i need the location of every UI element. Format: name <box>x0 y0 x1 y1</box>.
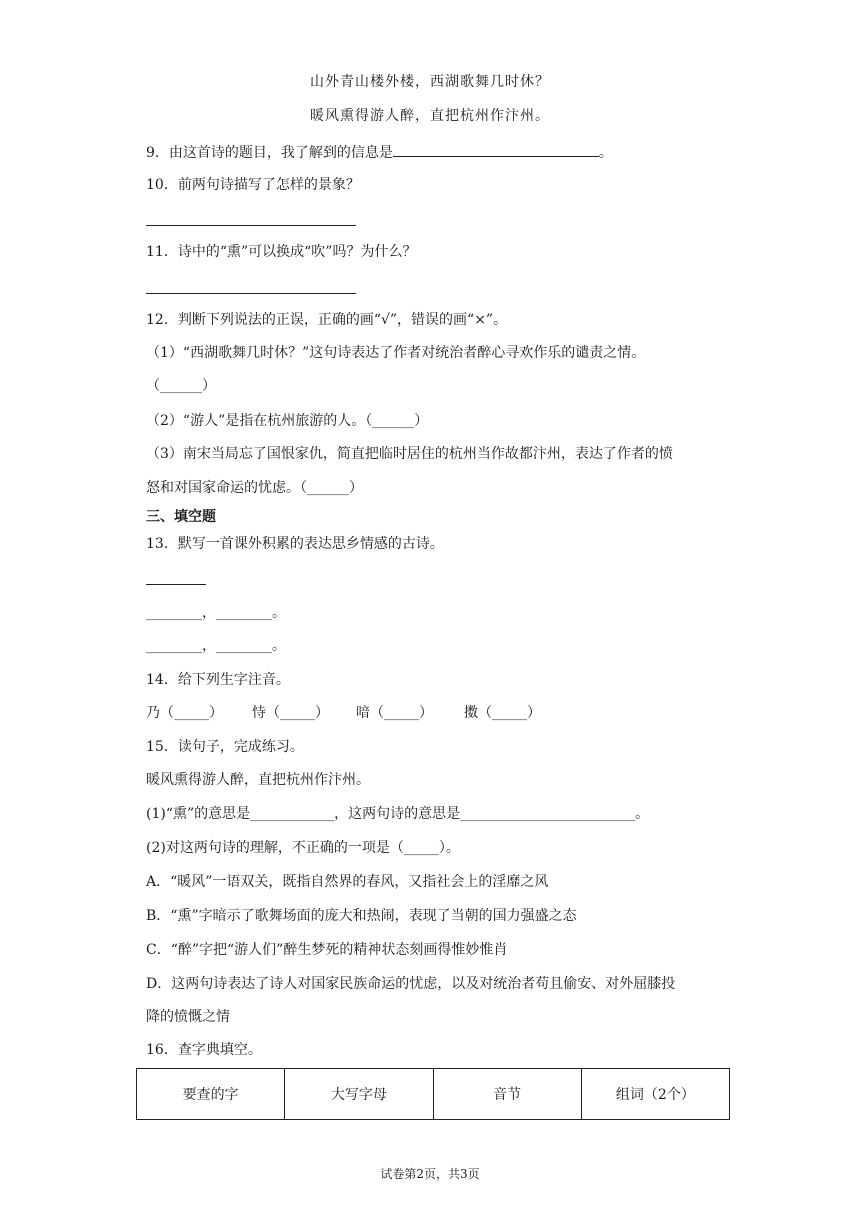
dictionary-table <box>136 1068 730 1120</box>
table-header: 要查的字 <box>137 1069 285 1120</box>
page-footer: 试卷第2页，共3页 <box>380 1167 480 1181</box>
question-9-text: 9．由这首诗的题目，我了解到的信息是 <box>146 145 393 161</box>
option-a[interactable]: A．“暖风”一语双关，既指自然界的春风，又指社会上的淫靡之风 <box>146 874 549 890</box>
answer-line-11[interactable] <box>146 293 356 294</box>
quoted-sentence: 暖风熏得游人醉，直把杭州作汴州。 <box>146 772 370 788</box>
question-9 <box>146 142 613 163</box>
option-d-cont: 降的愤慨之情 <box>146 1009 230 1025</box>
verse-blank-row-2[interactable]: ________，________。 <box>146 638 286 654</box>
question-11: 11．诗中的“熏”可以换成“吹”吗？为什么？ <box>146 244 417 260</box>
question-12-item-3-cont: 怒和对国家命运的忧虑。（______） <box>146 480 363 496</box>
question-12: 12．判断下列说法的正误，正确的画“√”，错误的画“×”。 <box>146 312 508 328</box>
poem-line-1: 山外青山楼外楼，西湖歌舞几时休？ <box>310 74 550 90</box>
pinyin-item[interactable]: 乃（_____） <box>146 705 223 721</box>
title-blank[interactable] <box>146 584 206 585</box>
question-12-item-2: （2）“游人”是指在杭州旅游的人。（______） <box>146 413 429 429</box>
question-12-item-1-blank[interactable]: （______） <box>146 378 216 394</box>
table-header: 音节 <box>433 1069 581 1120</box>
verse-blank-row-1[interactable]: ________，________。 <box>146 605 286 621</box>
question-12-item-3: （3）南宋当局忘了国恨家仇，简直把临时居住的杭州当作故都汴州，表达了作者的愤 <box>146 446 673 462</box>
question-10: 10．前两句诗描写了怎样的景象？ <box>146 177 360 193</box>
poem-line-2: 暖风熏得游人醉，直把杭州作汴州。 <box>310 108 550 124</box>
question-12-item-1: （1）“西湖歌舞几时休？”这句诗表达了作者对统治者醉心寻欢作乐的谴责之情。 <box>146 345 646 361</box>
question-16: 16．查字典填空。 <box>146 1042 262 1058</box>
section-title: 三、填空题 <box>146 509 216 525</box>
sub-question-1: (1)“熏”的意思是____________，这两句诗的意思是_________________________。 <box>146 806 650 822</box>
question-9-end: 。 <box>598 145 613 161</box>
sub-question-2: (2)对这两句诗的理解，不正确的一项是（_____）。 <box>146 840 460 856</box>
pinyin-item[interactable]: 喑（_____） <box>356 705 433 721</box>
pinyin-item[interactable]: 擞（_____） <box>464 705 541 721</box>
option-b[interactable]: B．“熏”字暗示了歌舞场面的庞大和热闹，表现了当朝的国力强盛之态 <box>146 908 577 924</box>
option-c[interactable]: C．“醉”字把“游人们”醉生梦死的精神状态刻画得惟妙惟肖 <box>146 942 508 958</box>
table-header: 组词（2个） <box>581 1069 729 1120</box>
option-d[interactable]: D．这两句诗表达了诗人对国家民族命运的忧虑，以及对统治者苟且偷安、对外屈膝投 <box>146 976 676 992</box>
answer-blank[interactable] <box>393 142 599 157</box>
question-14: 14．给下列生字注音。 <box>146 672 290 688</box>
pinyin-item[interactable]: 恃（_____） <box>252 705 329 721</box>
question-13: 13．默写一首课外积累的表达思乡情感的古诗。 <box>146 536 444 552</box>
table-header: 大写字母 <box>285 1069 433 1120</box>
answer-line-10[interactable] <box>146 225 356 226</box>
question-15: 15．读句子，完成练习。 <box>146 739 304 755</box>
